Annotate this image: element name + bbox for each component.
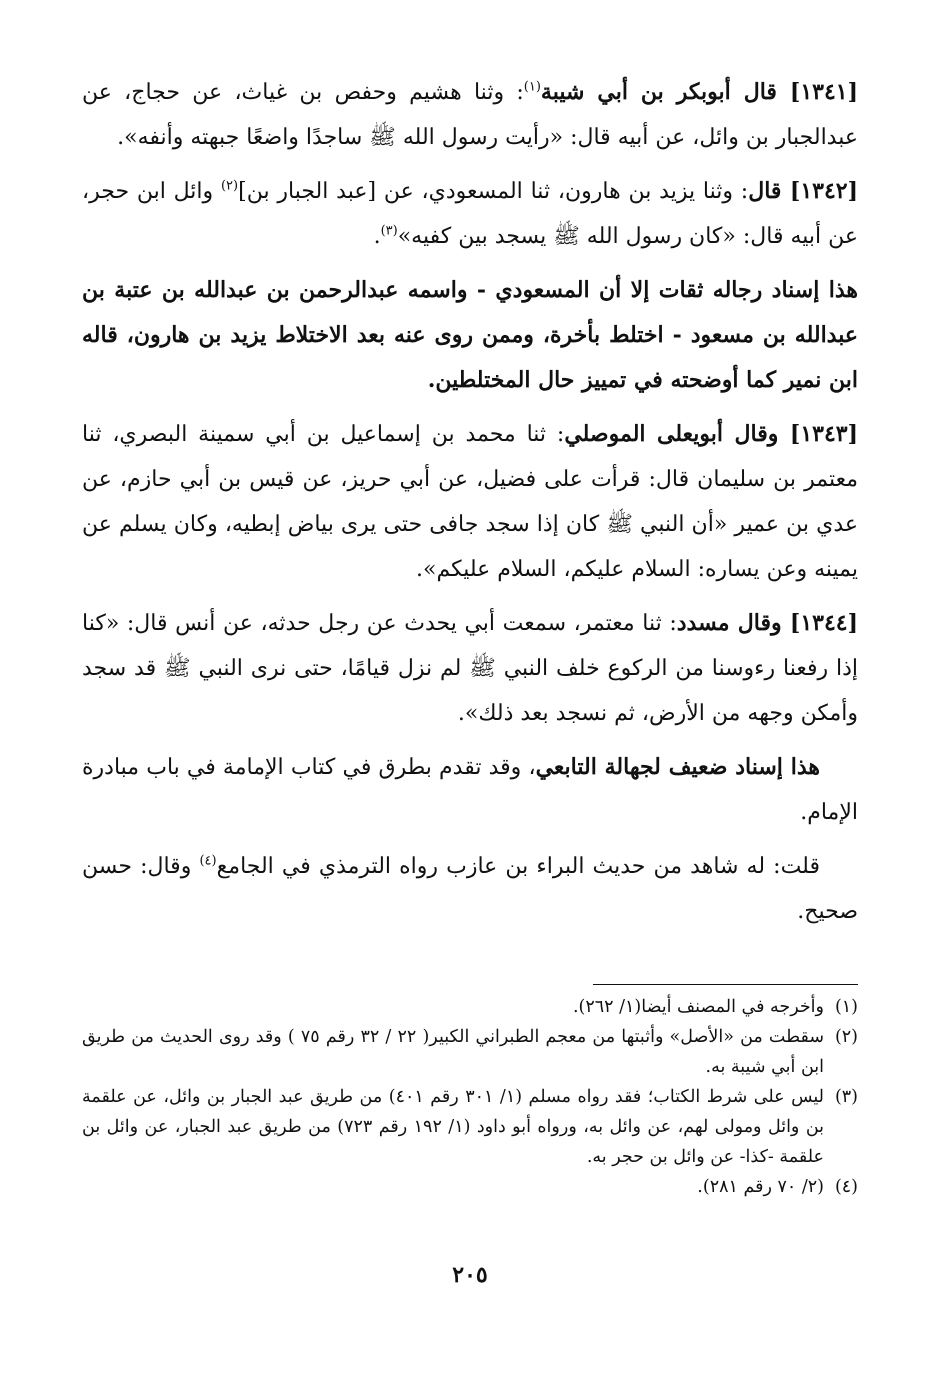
page-number: ٢٠٥ — [452, 1262, 488, 1288]
hadith-text: : ثنا محمد بن إسماعيل بن أبي سمينة البصري، ثنا معتمر بن سليمان قال: قرأت على فضيل، عن أبي حريز، عن قيس بن أبي حازم، عن عدي بن عمير «أن النبي ﷺ كان إذا سجد جافى حتى يرى بياض إبطيه، وكان يسلم عن يمينه وعن يساره: السلام عليكم، السلام عليكم». — [82, 422, 858, 582]
hadith-1342 — [82, 169, 858, 259]
note-text: وقال: حسن صحيح. — [82, 854, 858, 924]
footnote-number: (١) — [834, 997, 858, 1017]
footnote-ref: (٤) — [199, 853, 217, 869]
footnote-text: (٢/ ٧٠ رقم ٢٨١). — [697, 1177, 824, 1197]
footnote-4 — [82, 1172, 858, 1202]
isnad-comment: هذا إسناد رجاله ثقات إلا أن المسعودي - واسمه عبدالرحمن بن عبدالله بن عتبة بن عبدالله بن مسعود - اختلط بأخرة، وممن روى عنه بعد الاختلاط يزيد بن هارون، قاله ابن نمير كما أوضحته في تمييز حال المختلطين. — [82, 277, 858, 393]
footnote-text: سقطت من «الأصل» وأثبتها من معجم الطبراني الكبير( ٢٢ / ٣٢ رقم ٧٥ ) وقد روى الحديث من طريق ابن أبي شيبة به. — [82, 1027, 824, 1077]
hadith-text: وائل ابن حجر، عن أبيه قال: «كان رسول الله ﷺ يسجد بين كفيه» — [82, 179, 858, 249]
footnote-2 — [82, 1022, 858, 1082]
hadith-heading: [١٣٤٣] وقال أبويعلى الموصلي — [564, 421, 858, 447]
comment-text: ، وقد تقدم بطرق في كتاب الإمامة في باب مبادرة الإمام. — [82, 755, 858, 825]
hadith-heading: [١٣٤٤] وقال مسدد — [676, 610, 858, 636]
hadith-text: . — [373, 224, 381, 249]
hadith-text: : وثنا يزيد بن هارون، ثنا المسعودي، عن [عبد الجبار بن] — [238, 179, 749, 204]
footnote-1 — [82, 992, 858, 1022]
hadith-text: : ثنا معتمر، سمعت أبي يحدث عن رجل حدثه، عن أنس قال: «كنا إذا رفعنا رءوسنا من الركوع خلف النبي ﷺ لم نزل قيامًا، حتى نرى النبي ﷺ قد سجد وأمكن وجهه من الأرض، ثم نسجد بعد ذلك». — [82, 611, 858, 726]
author-note — [82, 844, 858, 934]
hadith-heading: [١٣٤١] قال أبوبكر بن أبي شيبة — [540, 79, 858, 105]
hadith-1343 — [82, 412, 858, 592]
footnotes — [82, 992, 858, 1202]
main-text — [82, 70, 858, 943]
note-text: قلت: له شاهد من حديث البراء بن عازب رواه الترمذي في الجامع — [216, 854, 820, 879]
hadith-1344 — [82, 601, 858, 736]
isnad-judgement: هذا إسناد ضعيف لجهالة التابعي — [535, 754, 820, 780]
footnote-number: (٤) — [834, 1177, 858, 1197]
footnote-text: ليس على شرط الكتاب؛ فقد رواه مسلم (١/ ٣٠١ رقم ٤٠١) من طريق عبد الجبار بن وائل، عن علقمة بن وائل ومولى لهم، عن وائل به، ورواه أبو داود (١/ ١٩٢ رقم ٧٢٣) من طريق عبد الجبار، عن وائل بن علقمة -كذا- عن وائل بن حجر به. — [82, 1087, 825, 1167]
footnote-3 — [82, 1082, 858, 1172]
footnote-ref: (٢) — [220, 178, 239, 194]
footnote-text: وأخرجه في المصنف أيضا(١/ ٢٦٢). — [572, 997, 824, 1017]
hadith-1341 — [82, 70, 858, 160]
footnote-ref: (٣) — [380, 223, 398, 239]
hadith-heading: [١٣٤٢] قال — [748, 178, 858, 204]
footnote-number: (٣) — [834, 1087, 858, 1107]
footnote-separator — [593, 984, 858, 985]
hadith-text: : وثنا هشيم وحفص بن غياث، عن حجاج، عن عبدالجبار بن وائل، عن أبيه قال: «رأيت رسول الله ﷺ ساجدًا واضعًا جبهته وأنفه». — [82, 80, 858, 150]
footnote-number: (٢) — [834, 1027, 858, 1047]
isnad-weak-comment — [82, 745, 858, 835]
footnote-ref: (١) — [523, 79, 541, 95]
